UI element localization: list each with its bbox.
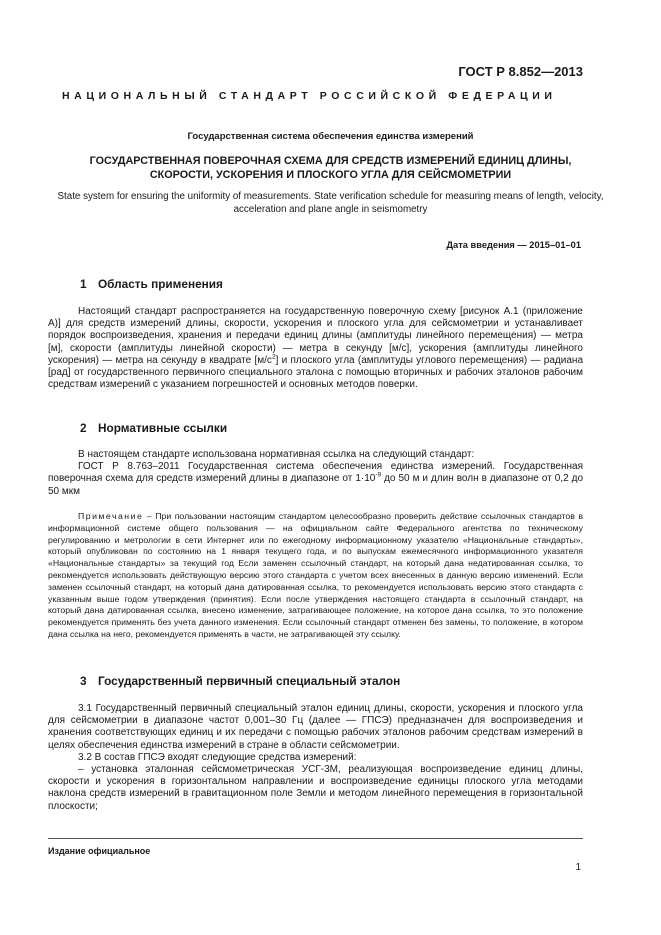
effective-date: Дата введения — 2015–01–01 (446, 240, 581, 250)
paragraph: 3.1 Государственный первичный специальный эталон единиц длины, скорости, ускорения и плоского угла для сейсмометрии в диапазоне частот 0,001–30 Гц (далее — ГПСЭ) предназначен для воспроизведения и хранения соответствующих единиц и их передачи с помощью рабочих эталонов рабочим средствам измерений в целях обеспечения единства измерений в стране в области сейсмометрии. (48, 703, 583, 751)
official-edition-label: Издание официальное (48, 846, 151, 856)
section-3-body (48, 703, 583, 813)
paragraph: В настоящем стандарте использована нормативная ссылка на следующий стандарт: (78, 449, 475, 460)
section-title: Область применения (98, 277, 223, 291)
reference-paragraph: ГОСТ Р 8.763–2011 Государственная система обеспечения единства измерений. Государственная поверочная схема для средств измерений длины в диапазоне от $1\cdot 10^{-9}$ до 50 м и длин волн в диапазоне от 0,2 до 50 мкм (48, 461, 584, 497)
section-number: 1 (80, 277, 87, 291)
section-1-body (48, 306, 583, 391)
note-block (48, 511, 583, 641)
section-1-heading (80, 277, 223, 291)
section-2-heading (80, 421, 227, 435)
section-number: 3 (80, 674, 87, 688)
document-title: ГОСУДАРСТВЕННАЯ ПОВЕРОЧНАЯ СХЕМА ДЛЯ СРЕДСТВ ИЗМЕРЕНИЙ ЕДИНИЦ ДЛИНЫ, СКОРОСТИ, УСКОРЕНИЯ И ПЛОСКОГО УГЛА ДЛЯ СЕЙСМОМЕТРИИ (89, 155, 572, 181)
page-number: 1 (575, 862, 581, 873)
english-title: State system for ensuring the uniformity of measurements. State verification schedule for measuring means of length, velocity, acceleration and plane angle in seismometry (57, 191, 604, 215)
list-item: – установка эталонная сейсмометрическая УСГ-3М, реализующая воспроизведение единиц длины, скорости и ускорения в горизонтальном направлении и воспроизведение единицы плоского угла методами наклона средств измерений в гравитационном поле Земли и методом линейного перемещения в горизонтальной плоскости; (48, 764, 583, 812)
section-number: 2 (80, 421, 87, 435)
section-title: Государственный первичный специальный эталон (98, 674, 401, 688)
paragraph: 3.2 В состав ГПСЭ входят следующие средства измерений: (78, 751, 357, 763)
footer-divider (48, 838, 583, 839)
standard-code: ГОСТ Р 8.852—2013 (458, 64, 583, 79)
section-3-heading (80, 674, 400, 688)
note-paragraph: Примечание – При пользовании настоящим стандартом целесообразно проверить действие ссылочных стандартов в информационной системе общего пользования — на официальном сайте Федерального агентства по техническому регулированию и метрологии в сети Интернет или по ежегодному информационному указателю «Национальные стандарты», который опубликован по состоянию на 1 января текущего года, и по выпускам ежемесячного информационного указателя «Национальные стандарты» за текущий год Если заменен ссылочный стандарт, на который дана недатированная ссылка, то рекомендуется использовать действующую версию этого стандарта с учетом всех внесенных в данную версию изменений. Если заменен ссылочный стандарт, на который дана датированная ссылка, то рекомендуется использовать версию этого стандарта с указанным выше годом утверждения (принятия). Если после утверждения настоящего стандарта в ссылочный стандарт, на который дана датированная ссылка, внесено изменение, затрагивающее положение, на которое дана ссылка, то это положение рекомендуется применять без учета данного изменения. Если ссылочный стандарт отменен без замены, то положение, в котором дана ссылка на него, рекомендуется применять в части, не затрагивающей эту ссылку. (48, 511, 583, 639)
section-title: Нормативные ссылки (98, 421, 228, 435)
section-2-body (48, 449, 583, 498)
paragraph: Настоящий стандарт распространяется на государственную поверочную схему [рисунок А.1 (приложение А)] для средств измерений длины, скорости, ускорения и плоского угла для сейсмометрии и устанавливает порядок воспроизведения, хранения и передачи единиц длины (амплитуды линейного перемещения) — метра [м], скорости (амплитуды линейной скорости) — метра в секунду [м/с], ускорения (амплитуды линейного ускорения) — метра на секунду в квадрате $[м/с^2]$ и плоского угла (амплитуды углового перемещения) — радиана [рад] от государственного первичного специального эталона с помощью вторичных и рабочих эталонов рабочим средствам измерений с указанием погрешностей и основных методов поверки. (48, 306, 584, 391)
note-label: Примечание (78, 511, 144, 521)
national-standard-heading: НАЦИОНАЛЬНЫЙ СТАНДАРТ РОССИЙСКОЙ ФЕДЕРАЦИИ (62, 90, 557, 102)
series-title: Государственная система обеспечения единства измерений (187, 131, 474, 142)
